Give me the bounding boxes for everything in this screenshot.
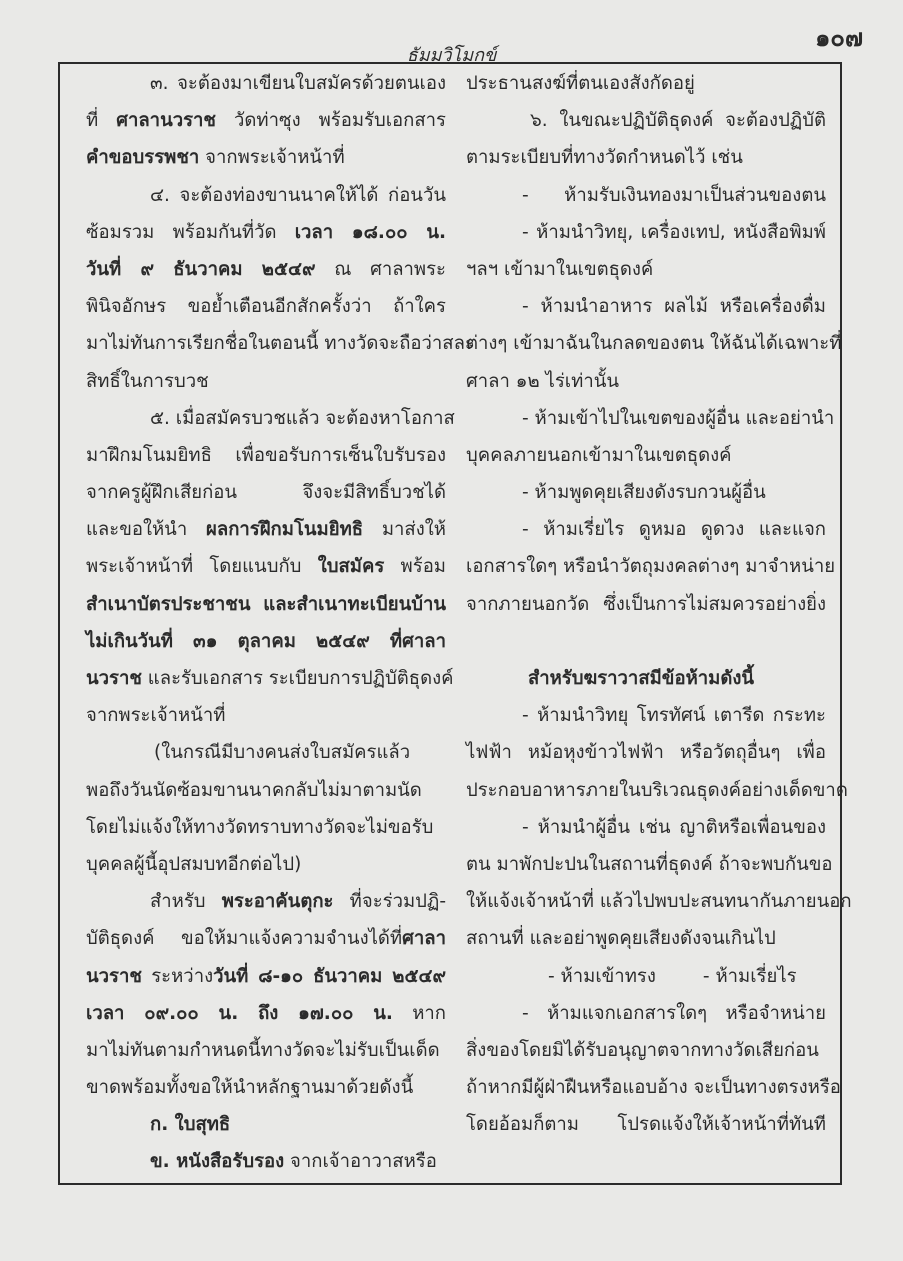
rule-3-line-1 bbox=[466, 288, 826, 325]
bold-text-run: วันที่ ๘-๑๐ ธันวาคม ๒๕๔๙ bbox=[213, 965, 446, 987]
item-6-line-2 bbox=[466, 139, 826, 176]
running-head: ธัมมวิโมกข์ bbox=[406, 45, 497, 66]
text-run: สิ่งของโดยมิได้รับอนุญาตจากทางวัดเสียก่อน bbox=[466, 1039, 819, 1061]
text-run: และขอให้นำ bbox=[86, 519, 207, 541]
text-run: จากภายนอกวัด ซึ่งเป็นการไม่สมควรอย่างยิ่ง bbox=[466, 593, 826, 615]
text-run: บุคคลผู้นี้อุปสมบทอีกต่อไป) bbox=[86, 853, 302, 875]
item-3-line-3 bbox=[86, 139, 446, 176]
bold-text-run: พระอาคันตุกะ bbox=[221, 891, 334, 913]
page-number: ๑๐๗ bbox=[815, 23, 863, 52]
text-run: - ห้ามเข้าทรง - ห้ามเรี่ยไร bbox=[548, 965, 797, 987]
laity-2-line-1 bbox=[466, 809, 826, 846]
rule-4-line-1 bbox=[466, 400, 835, 437]
item-3-line-2 bbox=[86, 102, 446, 139]
note-line-1 bbox=[86, 734, 446, 771]
note-line-2 bbox=[86, 772, 446, 809]
item-5-line-1 bbox=[86, 400, 455, 437]
item-4-line-2 bbox=[86, 214, 446, 251]
laity-1-line-3 bbox=[466, 772, 848, 809]
text-run: หาก bbox=[392, 1002, 446, 1024]
text-run: จากพระเจ้าหน้าที่ bbox=[199, 147, 345, 169]
text-run: ระหว่าง bbox=[141, 965, 214, 987]
guest-line-1 bbox=[86, 883, 446, 920]
laity-2-line-4 bbox=[466, 920, 826, 957]
text-run: ณ ศาลาพระ bbox=[315, 258, 446, 280]
text-run: - ห้ามเรี่ยไร ดูหมอ ดูดวง และแจก bbox=[522, 519, 826, 541]
text-run: - ห้ามแจกเอกสารใดๆ หรือจำหน่าย bbox=[522, 1002, 826, 1024]
bold-text-run: ศาลานวราช bbox=[116, 110, 216, 132]
rule-5 bbox=[466, 474, 826, 511]
text-run: พินิจอักษร ขอย้ำเตือนอีกสักครั้งว่า ถ้าใคร bbox=[86, 296, 446, 318]
text-run: ประธานสงฆ์ที่ตนเองสังกัดอยู่ bbox=[466, 73, 695, 94]
item-5-line-6 bbox=[86, 586, 446, 623]
bold-text-run: นวราช bbox=[86, 965, 142, 987]
text-run: ศาลา ๑๒ ไร่เท่านั้น bbox=[466, 370, 619, 392]
text-run: มาส่งให้ bbox=[363, 519, 446, 541]
text-run: พร้อม bbox=[384, 556, 446, 578]
text-run: จากครูผู้ฝึกเสียก่อน จึงจะมีสิทธิ์บวชได้ bbox=[86, 482, 446, 504]
text-run: - ห้ามนำวิทยุ โทรทัศน์ เตารีด กระทะ bbox=[522, 705, 826, 727]
text-run: - ห้ามนำวิทยุ, เครื่องเทป, หนังสือพิมพ์ bbox=[522, 221, 826, 243]
laity-4-line-1 bbox=[466, 995, 826, 1032]
rule-2-line-1 bbox=[466, 214, 826, 251]
laity-4-line-3 bbox=[466, 1069, 841, 1106]
text-run: ที่จะร่วมปฏิ- bbox=[333, 891, 446, 913]
note-line-3 bbox=[86, 809, 446, 846]
text-run: ให้แจ้งเจ้าหน้าที่ แล้วไปพบปะสนทนากันภายนอก bbox=[466, 891, 852, 913]
text-run: ต่างๆ เข้ามาฉันในกลดของตน ให้ฉันได้เฉพาะที่ bbox=[466, 333, 842, 355]
guest-line-3 bbox=[86, 958, 446, 995]
text-run: ตน มาพักปะปนในสถานที่ธุดงค์ ถ้าจะพบกันขอ bbox=[466, 853, 833, 875]
text-run: มาไม่ทันการเรียกชื่อในตอนนี้ ทางวัดจะถือว่าสละ bbox=[86, 333, 475, 355]
text-run: ประกอบอาหารภายในบริเวณธุดงค์อย่างเด็ดขาด bbox=[466, 779, 848, 801]
guest-line-2 bbox=[86, 920, 446, 957]
item-5-line-5 bbox=[86, 548, 446, 585]
item-6-line-1 bbox=[466, 102, 826, 139]
bold-text-run: วันที่ ๙ ธันวาคม ๒๕๔๙ bbox=[86, 258, 316, 280]
bold-text-run: ผลการฝึกมโนมยิทธิ bbox=[206, 519, 364, 541]
item-3-line-1 bbox=[86, 65, 446, 102]
rule-2-line-2 bbox=[466, 251, 826, 288]
item-5-line-8 bbox=[86, 660, 454, 697]
item-4-line-1 bbox=[86, 177, 446, 214]
rule-4-line-2 bbox=[466, 437, 826, 474]
item-5-line-2 bbox=[86, 437, 446, 474]
right-column bbox=[466, 65, 852, 1143]
note-line-4 bbox=[86, 846, 446, 883]
item-4-line-3 bbox=[86, 251, 446, 288]
rule-3-line-3 bbox=[466, 363, 826, 400]
text-run: จากพระเจ้าหน้าที่ bbox=[86, 705, 226, 727]
laity-2-line-2 bbox=[466, 846, 833, 883]
text-run: วัดท่าซุง พร้อมรับเอกสาร bbox=[216, 110, 446, 132]
text-run: ๕. เมื่อสมัครบวชแล้ว จะต้องหาโอกาส bbox=[150, 407, 455, 429]
item-4-line-4 bbox=[86, 288, 446, 325]
laity-4-line-4 bbox=[466, 1106, 826, 1143]
bold-text-run: คำขอบรรพชา bbox=[86, 147, 200, 169]
text-run: ๖. ในขณะปฏิบัติธุดงค์ จะต้องปฏิบัติ bbox=[530, 110, 826, 132]
text-run: จากเจ้าอาวาสหรือ bbox=[284, 1151, 437, 1173]
text-run: สิทธิ์ในการบวช bbox=[86, 370, 209, 392]
laity-4-line-2 bbox=[466, 1032, 826, 1069]
spacer bbox=[466, 623, 826, 660]
text-run: พอถึงวันนัดซ้อมขานนาคกลับไม่มาตามนัด bbox=[86, 779, 422, 801]
rule-6-line-2 bbox=[466, 548, 836, 585]
laity-2-line-3 bbox=[466, 883, 852, 920]
guest-line-6 bbox=[86, 1069, 446, 1106]
text-run: โดยอ้อมก็ตาม โปรดแจ้งให้เจ้าหน้าที่ทันที bbox=[466, 1114, 826, 1136]
item-5-line-9 bbox=[86, 697, 446, 734]
doc-b bbox=[86, 1143, 446, 1180]
laity-3 bbox=[466, 958, 826, 995]
rule-3-line-2 bbox=[466, 325, 842, 362]
text-run: มาไม่ทันตามกำหนดนี้ทางวัดจะไม่รับเป็นเด็ด bbox=[86, 1039, 440, 1061]
bold-text-run: ไม่เกินวันที่ ๓๑ ตุลาคม ๒๕๔๙ ที่ศาลา bbox=[86, 630, 446, 652]
guest-line-4 bbox=[86, 995, 446, 1032]
bold-text-run: สำเนาบัตรประชาชน และสำเนาทะเบียนบ้าน bbox=[86, 593, 446, 615]
text-run: บุคคลภายนอกเข้ามาในเขตธุดงค์ bbox=[466, 444, 732, 466]
doc-a bbox=[86, 1106, 446, 1143]
text-run: ถ้าหากมีผู้ฝ่าฝืนหรือแอบอ้าง จะเป็นทางตรงหรือ bbox=[466, 1077, 841, 1099]
text-run: ขาดพร้อมทั้งขอให้นำหลักฐานมาด้วยดังนี้ bbox=[86, 1077, 414, 1099]
bold-text-run: นวราช bbox=[86, 668, 142, 689]
item-5-line-7 bbox=[86, 623, 446, 660]
item-5-line-3 bbox=[86, 474, 446, 511]
text-run: สำหรับ bbox=[150, 891, 222, 913]
text-run: ซ้อมรวม พร้อมกันที่วัด bbox=[86, 221, 295, 243]
bold-text-run: เวลา ๐๙.๐๐ น. ถึง ๑๗.๐๐ น. bbox=[86, 1002, 393, 1024]
text-run: ที่ bbox=[86, 110, 117, 132]
text-run: - ห้ามนำอาหาร ผลไม้ หรือเครื่องดื่ม bbox=[522, 296, 826, 318]
text-run: บัติธุดงค์ ขอให้มาแจ้งความจำนงได้ที่ bbox=[86, 928, 403, 950]
text-run: ไฟฟ้า หม้อหุงข้าวไฟฟ้า หรือวัตถุอื่นๆ เพื่อ bbox=[466, 742, 826, 764]
bold-text-run: ใบสมัคร bbox=[317, 556, 385, 578]
text-run: ฯลฯ เข้ามาในเขตธุดงค์ bbox=[466, 258, 654, 280]
laity-heading: สำหรับฆราวาสมีข้อห้ามดังนี้ bbox=[527, 668, 755, 689]
item-4-line-6 bbox=[86, 363, 446, 400]
item-5-line-4 bbox=[86, 511, 446, 548]
text-run: เอกสารใดๆ หรือนำวัตถุมงคลต่างๆ มาจำหน่าย bbox=[466, 556, 836, 578]
text-run: มาฝึกมโนมยิทธิ เพื่อขอรับการเซ็นใบรับรอง bbox=[86, 444, 446, 466]
text-run: พระเจ้าหน้าที่ โดยแนบกับ bbox=[86, 556, 318, 578]
r-line-1 bbox=[466, 65, 826, 102]
rule-1 bbox=[466, 177, 826, 214]
rule-6-line-1 bbox=[466, 511, 826, 548]
text-run: ๔. จะต้องท่องขานนาคให้ได้ ก่อนวัน bbox=[150, 184, 446, 206]
text-run: (ในกรณีมีบางคนส่งใบสมัครแล้ว bbox=[154, 742, 411, 764]
bold-text-run: ข. หนังสือรับรอง bbox=[150, 1151, 285, 1173]
text-run: ๓. จะต้องมาเขียนใบสมัครด้วยตนเอง bbox=[150, 73, 446, 94]
bold-text-run: เวลา ๑๘.๐๐ น. bbox=[294, 221, 446, 243]
text-run: - ห้ามนำผู้อื่น เช่น ญาติหรือเพื่อนของ bbox=[522, 816, 826, 838]
guest-line-5 bbox=[86, 1032, 446, 1069]
left-column bbox=[86, 65, 475, 1181]
laity-1-line-1 bbox=[466, 697, 826, 734]
bold-text-run: ก. ใบสุทธิ bbox=[150, 1114, 231, 1136]
text-run: - ห้ามเข้าไปในเขตของผู้อื่น และอย่านำ bbox=[522, 407, 835, 429]
item-4-line-5 bbox=[86, 325, 475, 362]
text-run: และรับเอกสาร ระเบียบการปฏิบัติธุดงค์ bbox=[141, 668, 454, 689]
text-run: ตามระเบียบที่ทางวัดกำหนดไว้ เช่น bbox=[466, 147, 743, 169]
text-run: - ห้ามรับเงินทองมาเป็นส่วนของตน bbox=[522, 184, 826, 206]
rule-6-line-3 bbox=[466, 586, 826, 623]
text-run: - ห้ามพูดคุยเสียงดังรบกวนผู้อื่น bbox=[522, 482, 766, 504]
bold-text-run: ศาลา bbox=[402, 928, 446, 950]
laity-1-line-2 bbox=[466, 734, 826, 771]
text-run: โดยไม่แจ้งให้ทางวัดทราบทางวัดจะไม่ขอรับ bbox=[86, 816, 434, 838]
text-run: สถานที่ และอย่าพูดคุยเสียงดังจนเกินไป bbox=[466, 928, 776, 950]
